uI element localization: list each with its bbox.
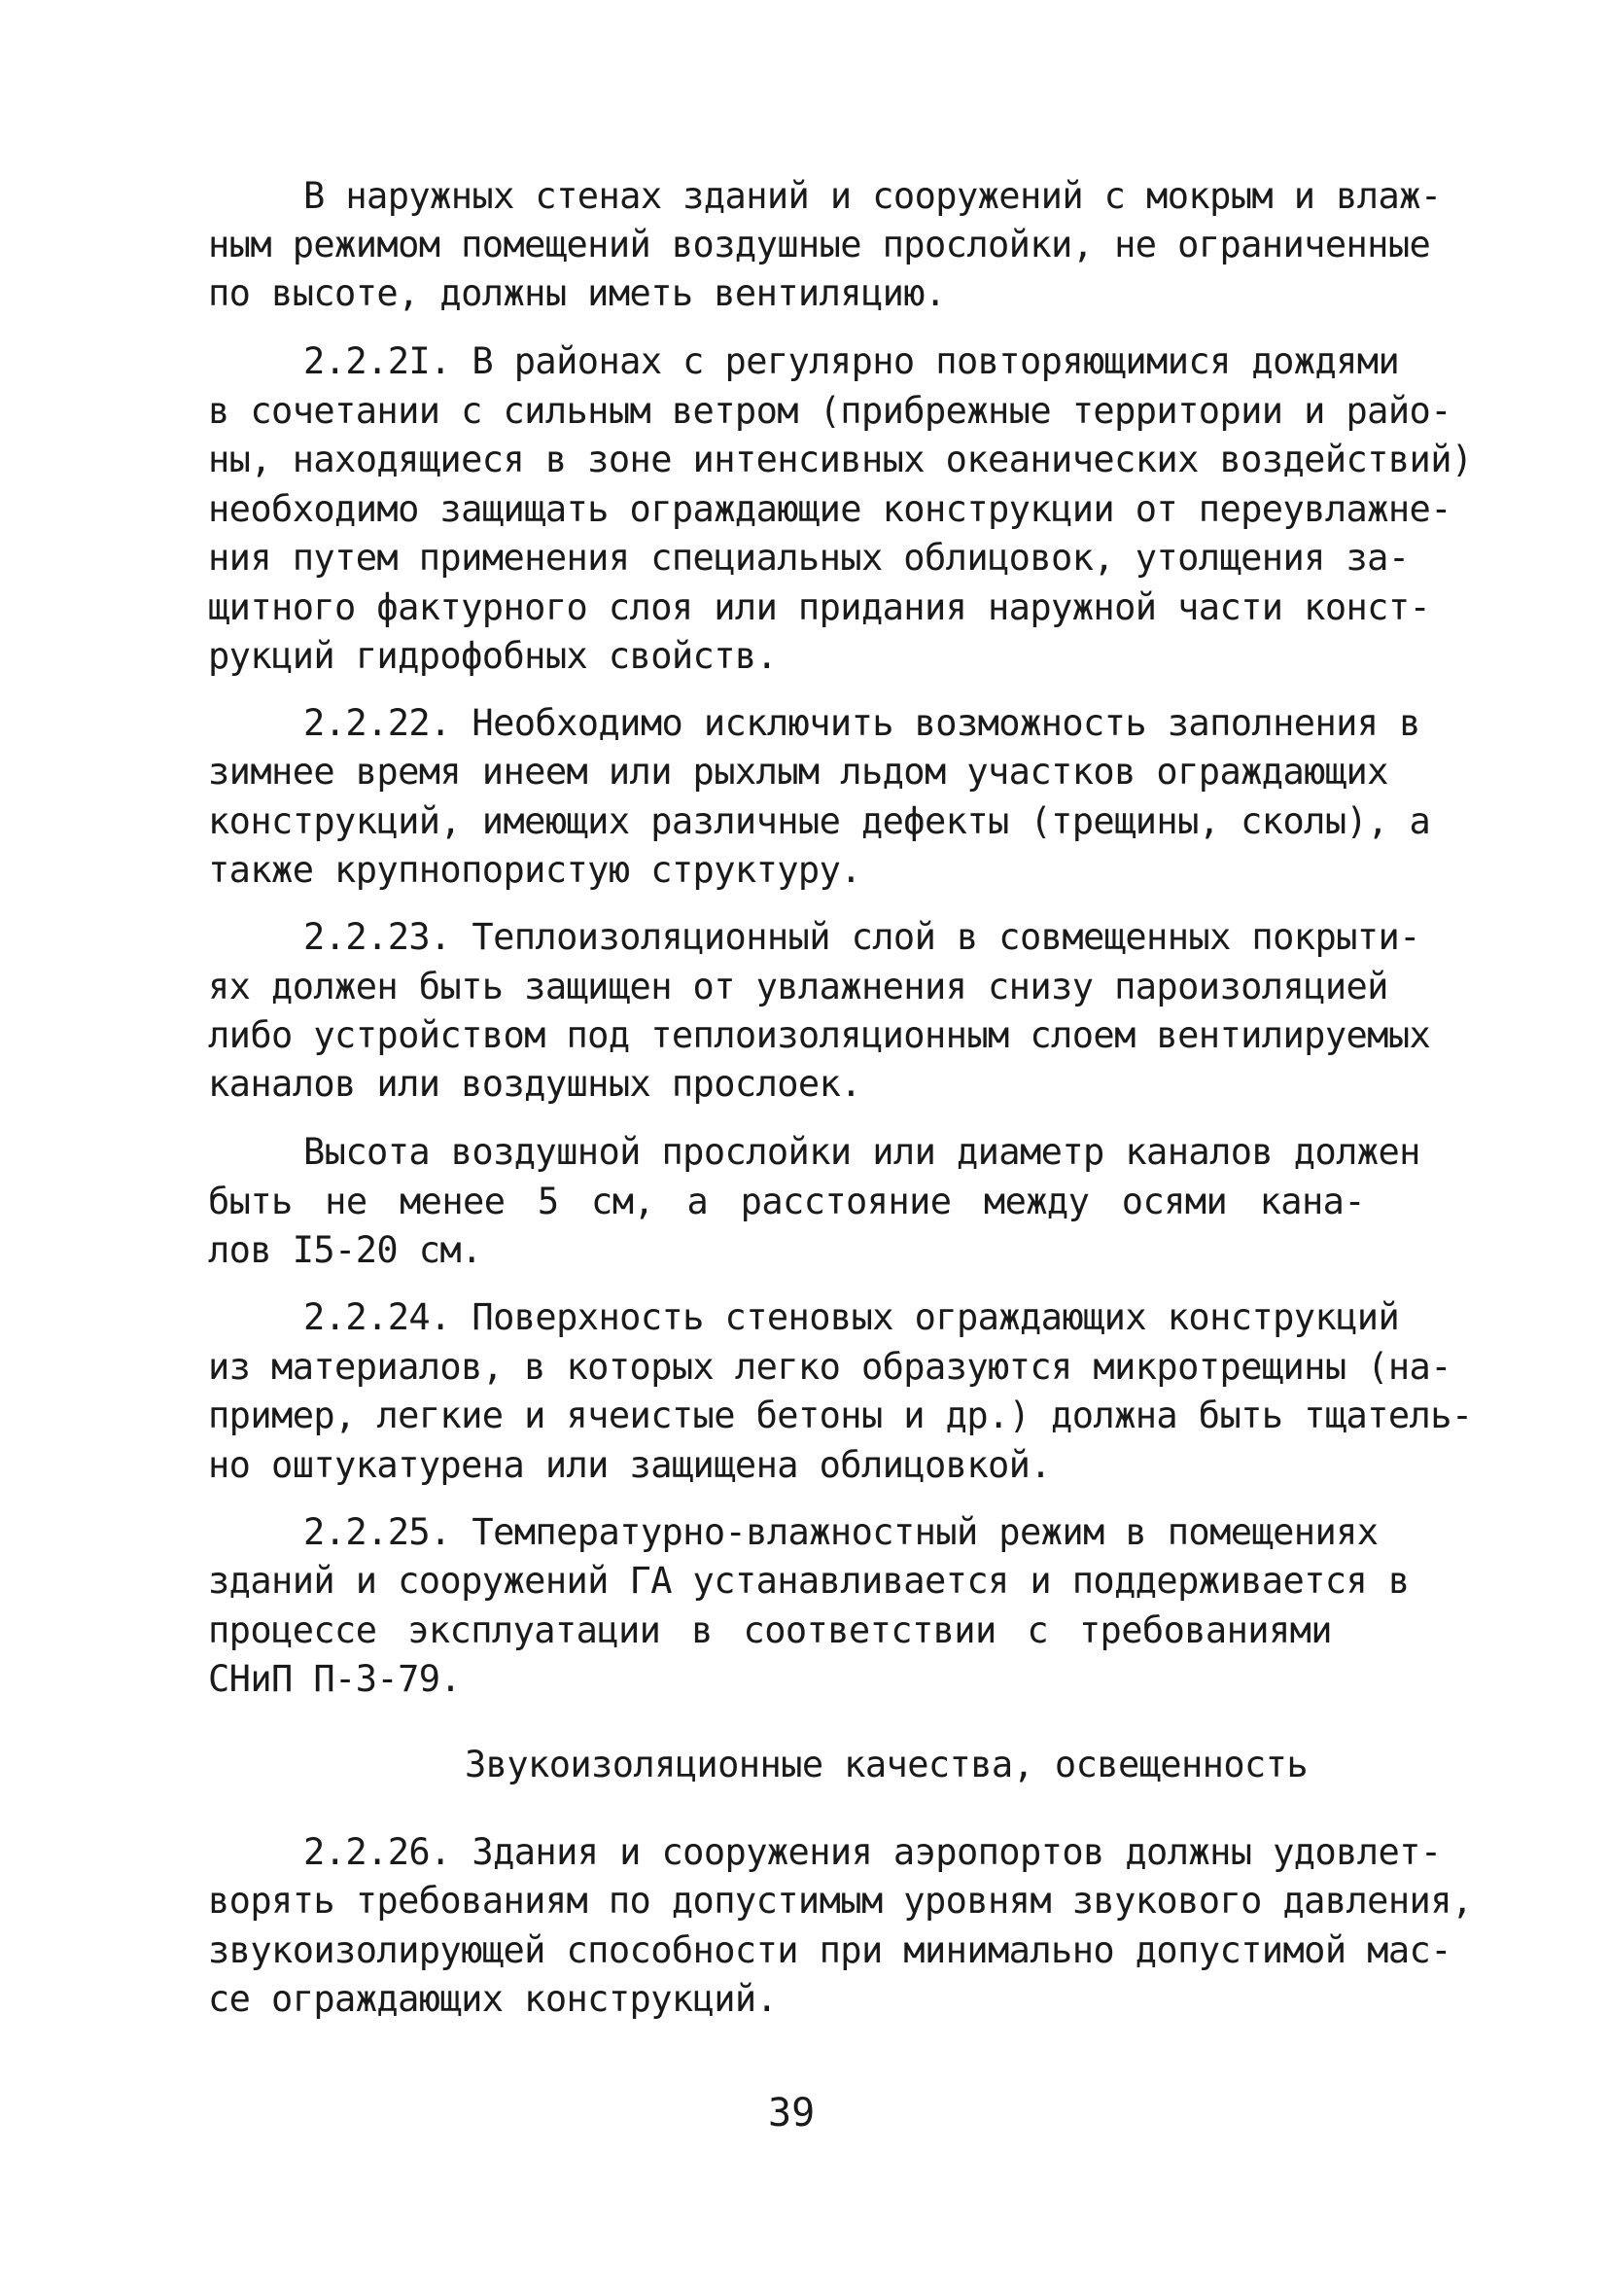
- text-line: каналов или воздушных прослоек.: [208, 1063, 861, 1105]
- text-line: рукций гидрофобных свойств.: [208, 635, 778, 677]
- text-line: 2.2.26. Здания и сооружения аэропортов должны удовлет-: [303, 1831, 1442, 1873]
- text-line: зданий и сооружений ГА устанавливается и поддерживается в: [208, 1560, 1410, 1602]
- text-line: либо устройством под теплоизоляционным слоем вентилируемых: [208, 1014, 1431, 1056]
- text-line: ния путем применения специальных облицовок, утолщения за-: [208, 537, 1410, 579]
- text-line: ным режимом помещений воздушные прослойки, не ограниченные: [208, 224, 1431, 265]
- text-line: В наружных стенах зданий и сооружений с мокрым и влаж-: [303, 175, 1442, 217]
- text-line: 2.2.2I. В районах с регулярно повторяющимися дождями: [303, 340, 1400, 382]
- text-line: из материалов, в которых легко образуются микротрещины (на-: [208, 1346, 1451, 1388]
- text-line: необходимо защищать ограждающие конструкции от переувлажне-: [208, 488, 1451, 530]
- text-line: 2.2.23. Теплоизоляционный слой в совмещенных покрыти-: [303, 916, 1420, 958]
- text-line: по высоте, должны иметь вентиляцию.: [208, 272, 946, 314]
- text-line: 2.2.25. Температурно-влажностный режим в помещениях: [303, 1511, 1379, 1553]
- section-heading: Звукоизоляционные качества, освещенность: [465, 1744, 1309, 1785]
- text-line: щитного фактурного слоя или придания наружной части конст-: [208, 586, 1431, 628]
- text-line: пример, легкие и ячеистые бетоны и др.) должна быть тщатель-: [208, 1395, 1473, 1436]
- text-line: также крупнопористую структуру.: [208, 849, 861, 891]
- text-line: Высота воздушной прослойки или диаметр каналов должен: [303, 1131, 1420, 1173]
- text-line: конструкций, имеющих различные дефекты (трещины, сколы), а: [208, 800, 1431, 842]
- text-line: 2.2.24. Поверхность стеновых ограждающих конструкций: [303, 1296, 1400, 1338]
- text-line: се ограждающих конструкций.: [208, 1978, 778, 2020]
- text-line: зимнее время инеем или рыхлым льдом участков ограждающих: [208, 751, 1388, 793]
- text-line: ворять требованиям по допустимым уровням звукового давления,: [208, 1880, 1473, 1922]
- text-line: в сочетании с сильным ветром (прибрежные территории и райо-: [208, 390, 1451, 432]
- text-line: ны, находящиеся в зоне интенсивных океанических воздействий): [208, 439, 1473, 480]
- text-line: быть не менее 5 см, а расстояние между осями кана-: [208, 1181, 1365, 1222]
- text-line: звукоизолирующей способности при минимально допустимой мас-: [208, 1929, 1451, 1971]
- text-line: 2.2.22. Необходимо исключить возможность заполнения в: [303, 702, 1420, 744]
- text-line: процессе эксплуатации в соответствии с требованиями: [208, 1609, 1332, 1651]
- text-line: но оштукатурена или защищена облицовкой.: [208, 1444, 1052, 1486]
- text-line: лов I5-20 см.: [208, 1229, 482, 1271]
- text-line: СНиП П-3-79.: [208, 1658, 462, 1700]
- text-line: ях должен быть защищен от увлажнения снизу пароизоляцией: [208, 966, 1388, 1007]
- page-number: 39: [768, 2091, 816, 2136]
